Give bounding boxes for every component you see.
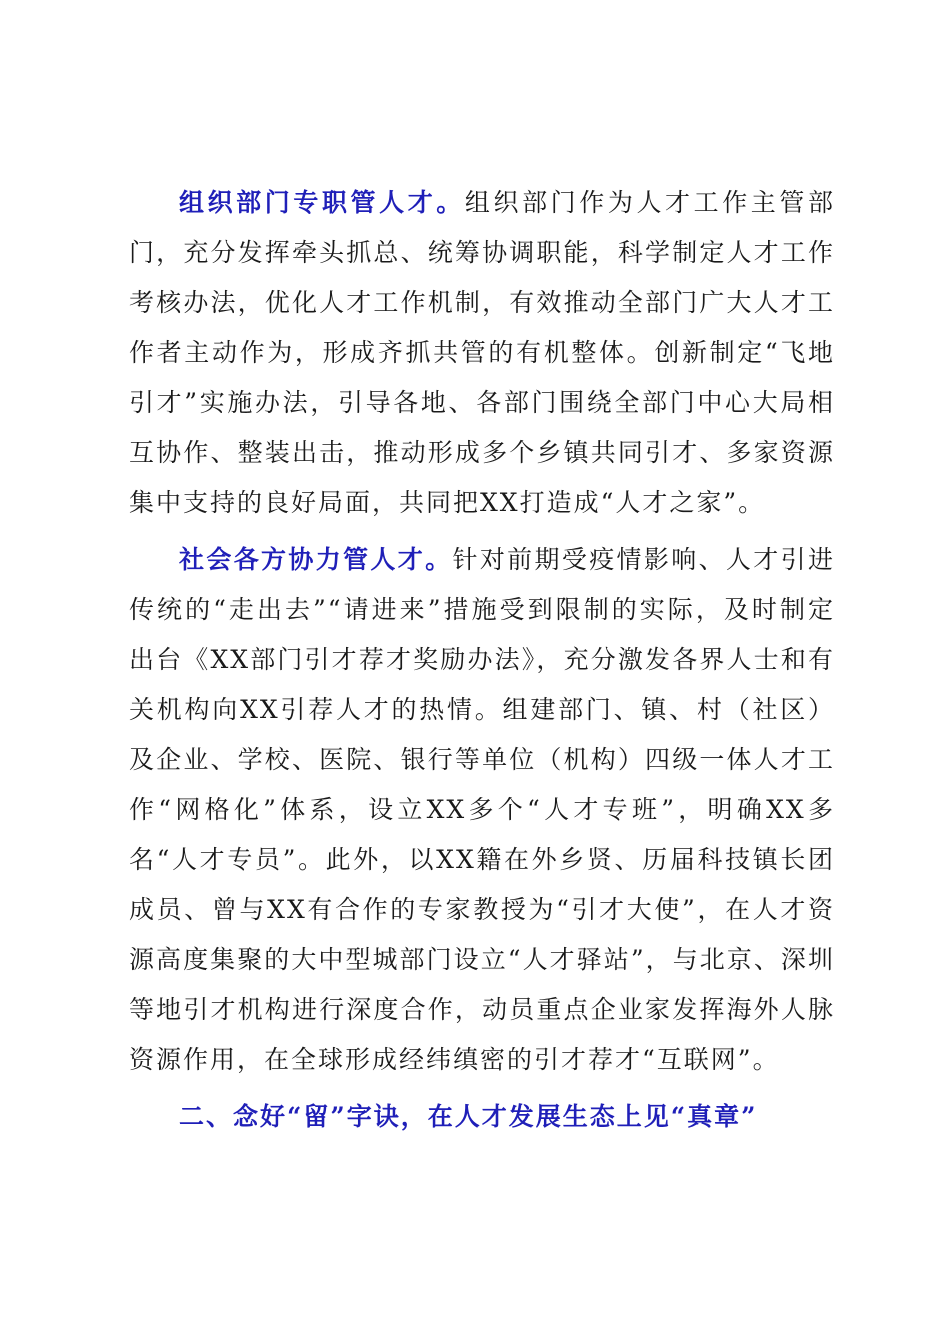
document-body bbox=[129, 178, 835, 1142]
paragraph-organization-dept bbox=[129, 178, 835, 528]
paragraph-text: 针对前期受疫情影响、人才引进传统的“走出去”“请进来”措施受到限制的实际，及时制定出台《XX部门引才荐才奖励办法》，充分激发各界人士和有关机构向XX引荐人才的热情。组建部门、镇、村（社区）及企业、学校、医院、银行等单位（机构）四级一体人才工作“网格化”体系，设立XX多个“人才专班”，明确XX多名“人才专员”。此外，以XX籍在外乡贤、历届科技镇长团成员、曾与XX有合作的专家教授为“引才大使”，在人才资源高度集聚的大中型城部门设立“人才驿站”，与北京、深圳等地引才机构进行深度合作，动员重点企业家发挥海外人脉资源作用，在全球形成经纬缜密的引才荐才“互联网”。 bbox=[129, 545, 835, 1074]
section-heading: 二、念好“留”字诀，在人才发展生态上见“真章” bbox=[179, 1102, 758, 1131]
paragraph-lead-heading: 组织部门专职管人才。 bbox=[179, 188, 465, 217]
paragraph-social-parties bbox=[129, 535, 835, 1085]
paragraph-lead-heading: 社会各方协力管人才。 bbox=[179, 545, 453, 574]
paragraph-text: 组织部门作为人才工作主管部门，充分发挥牵头抓总、统筹协调职能，科学制定人才工作考核办法，优化人才工作机制，有效推动全部门广大人才工作者主动作为，形成齐抓共管的有机整体。创新制定“飞地引才”实施办法，引导各地、各部门围绕全部门中心大局相互协作、整装出击，推动形成多个乡镇共同引才、多家资源集中支持的良好局面，共同把XX打造成“人才之家”。 bbox=[129, 188, 835, 517]
